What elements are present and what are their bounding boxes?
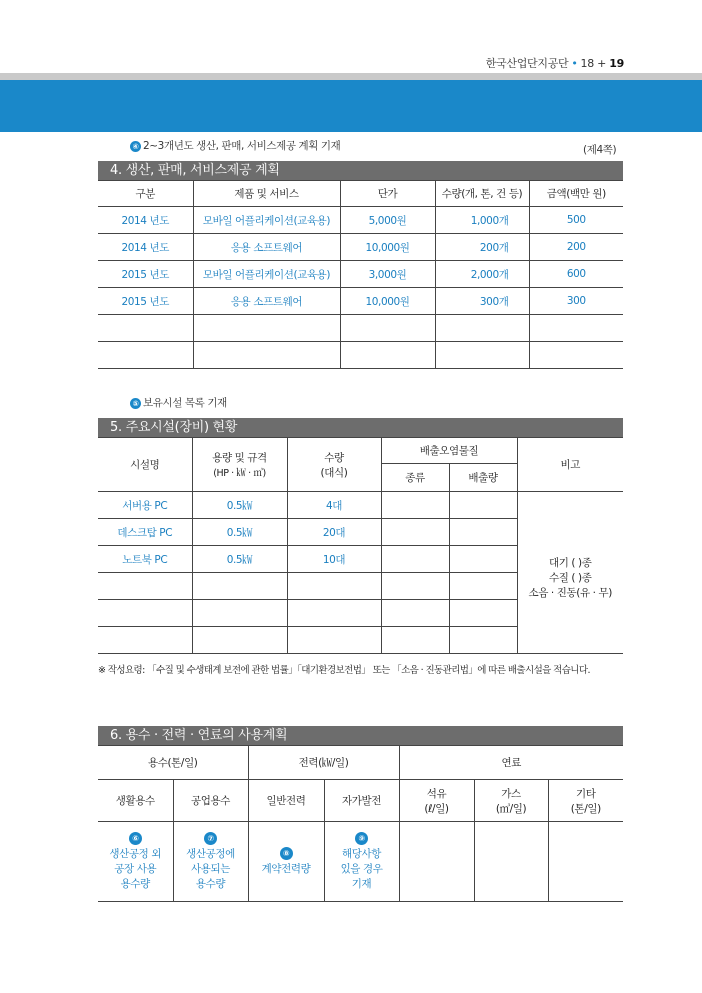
marker-6: ⑥ xyxy=(129,832,142,845)
cell-year: 2014 년도 xyxy=(98,234,193,261)
oil-unit: (ℓ/일) xyxy=(424,802,449,815)
cell-oil xyxy=(399,822,474,902)
page-header xyxy=(486,55,624,71)
page-tag: (제4쪽) xyxy=(583,144,617,156)
page-number-left: 18 xyxy=(580,57,594,70)
col-header: 금액(백만 원) xyxy=(529,181,623,207)
remark-noise: 소음 · 진동(유 · 무) xyxy=(528,587,612,599)
cell-price: 5,000원 xyxy=(340,207,435,234)
col-header: 단가 xyxy=(340,181,435,207)
cell-remark xyxy=(517,492,623,654)
cell-amount: 200 xyxy=(529,234,623,261)
cell-quantity: 200개 xyxy=(435,234,529,261)
cell-self-power xyxy=(324,822,399,902)
production-plan-table xyxy=(98,180,623,369)
cell-price: 10,000원 xyxy=(340,234,435,261)
cell-line: 계약전력량 xyxy=(261,863,311,875)
table-row xyxy=(98,492,623,519)
cell-line: 생산공정에 xyxy=(186,848,235,860)
table-row xyxy=(98,234,623,261)
col-header: 구분 xyxy=(98,181,193,207)
cell-line: 용수량 xyxy=(195,878,226,890)
col-header-remark: 비고 xyxy=(517,438,623,492)
bullet-icon: • xyxy=(571,57,578,70)
cell-year: 2015 년도 xyxy=(98,261,193,288)
note-4 xyxy=(130,138,340,153)
remark-water: 수질 ( )종 xyxy=(549,572,592,584)
cell-quantity: 300개 xyxy=(435,288,529,315)
cell-product: 응용 소프트웨어 xyxy=(193,234,340,261)
cell-quantity: 2,000개 xyxy=(435,261,529,288)
cell-line: 해당사항 xyxy=(342,848,382,860)
cell-facility: 서버용 PC xyxy=(98,492,192,519)
table-row xyxy=(98,288,623,315)
cell-year: 2014 년도 xyxy=(98,207,193,234)
col-header-general-power: 일반전력 xyxy=(248,780,324,822)
other-unit: (톤/일) xyxy=(570,802,601,815)
page-number-right: 19 xyxy=(609,57,624,70)
cell-amount: 600 xyxy=(529,261,623,288)
group-header-power: 전력(㎾/일) xyxy=(248,746,399,780)
facility-table xyxy=(98,437,623,654)
table-row-empty xyxy=(98,342,623,369)
marker-7: ⑦ xyxy=(204,832,217,845)
utility-table xyxy=(98,745,623,902)
header-band xyxy=(0,80,702,132)
col-header-pollutant: 배출오염물질 xyxy=(381,438,517,464)
cell-industrial-water xyxy=(173,822,248,902)
marker-8: ⑧ xyxy=(280,847,293,860)
header-rule xyxy=(0,73,702,80)
section-5-title: 5. 주요시설(장비) 현황 xyxy=(98,418,623,437)
table-row xyxy=(98,822,623,902)
oil-label: 석유 xyxy=(426,787,447,800)
cell-product: 모바일 어플리케이션(교육용) xyxy=(193,207,340,234)
cell-price: 3,000원 xyxy=(340,261,435,288)
cell-year: 2015 년도 xyxy=(98,288,193,315)
cell-amount: 500 xyxy=(529,207,623,234)
cell-general-power xyxy=(248,822,324,902)
cell-facility: 데스크탑 PC xyxy=(98,519,192,546)
cell-line: 기재 xyxy=(351,878,372,890)
cell-living-water xyxy=(98,822,173,902)
group-header-water: 용수(톤/일) xyxy=(98,746,248,780)
capacity-unit: (HP · ㎾ · ㎥) xyxy=(213,468,266,479)
footnote: ※ 작성요령: 「수질 및 수생태계 보전에 관한 법률」「대기환경보전법」 또는 「소음 · 진동관리법」에 따른 배출시설을 적습니다. xyxy=(98,665,590,676)
page-number-plus: + xyxy=(597,57,607,70)
col-header-type: 종류 xyxy=(381,464,449,492)
col-header-gas xyxy=(474,780,548,822)
cell-capacity: 0.5㎾ xyxy=(192,546,287,573)
col-header-oil xyxy=(399,780,474,822)
cell-facility: 노트북 PC xyxy=(98,546,192,573)
col-header-quantity xyxy=(287,438,381,492)
cell-amount: 300 xyxy=(529,288,623,315)
note-4-text: 2~3개년도 생산, 판매, 서비스제공 계획 기재 xyxy=(143,140,341,152)
capacity-label: 용량 및 규격 xyxy=(212,452,267,464)
col-header-amount: 배출량 xyxy=(449,464,517,492)
col-header-other xyxy=(548,780,623,822)
note-5 xyxy=(130,395,227,410)
note-5-text: 보유시설 목록 기재 xyxy=(143,397,227,409)
col-header: 수량(개, 톤, 건 등) xyxy=(435,181,529,207)
other-label: 기타 xyxy=(576,787,596,800)
cell-capacity: 0.5㎾ xyxy=(192,519,287,546)
note-5-number: ⑤ xyxy=(130,398,141,409)
table-header-row xyxy=(98,181,623,207)
cell-other xyxy=(548,822,623,902)
cell-gas xyxy=(474,822,548,902)
table-row xyxy=(98,261,623,288)
cell-line: 용수량 xyxy=(120,878,150,890)
note-4-number: ④ xyxy=(130,141,141,152)
table-row xyxy=(98,207,623,234)
header-org: 한국산업단지공단 xyxy=(485,57,569,70)
col-header: 제품 및 서비스 xyxy=(193,181,340,207)
cell-line: 공장 사용 xyxy=(114,863,157,875)
cell-line: 사용되는 xyxy=(191,863,230,875)
marker-9: ⑨ xyxy=(355,832,368,845)
table-row-empty xyxy=(98,315,623,342)
col-header-capacity xyxy=(192,438,287,492)
cell-line: 생산공정 외 xyxy=(109,848,162,860)
section-6-title: 6. 용수 · 전력 · 연료의 사용계획 xyxy=(98,726,623,745)
cell-product: 모바일 어플리케이션(교육용) xyxy=(193,261,340,288)
cell-quantity: 20대 xyxy=(287,519,381,546)
cell-quantity: 4대 xyxy=(287,492,381,519)
cell-product: 응용 소프트웨어 xyxy=(193,288,340,315)
col-header-self-power: 자가발전 xyxy=(324,780,399,822)
col-header-facility: 시설명 xyxy=(98,438,192,492)
cell-capacity: 0.5㎾ xyxy=(192,492,287,519)
gas-label: 가스 xyxy=(501,787,521,800)
cell-line: 있을 경우 xyxy=(340,863,383,875)
quantity-unit: (대식) xyxy=(320,466,348,479)
quantity-label: 수량 xyxy=(324,451,344,464)
col-header-living-water: 생활용수 xyxy=(98,780,173,822)
section-4-title: 4. 생산, 판매, 서비스제공 계획 xyxy=(98,161,623,180)
cell-quantity: 10대 xyxy=(287,546,381,573)
gas-unit: (㎥/일) xyxy=(495,802,527,815)
remark-air: 대기 ( )종 xyxy=(549,557,592,569)
group-header-fuel: 연료 xyxy=(399,746,623,780)
cell-quantity: 1,000개 xyxy=(435,207,529,234)
cell-price: 10,000원 xyxy=(340,288,435,315)
col-header-industrial-water: 공업용수 xyxy=(173,780,248,822)
